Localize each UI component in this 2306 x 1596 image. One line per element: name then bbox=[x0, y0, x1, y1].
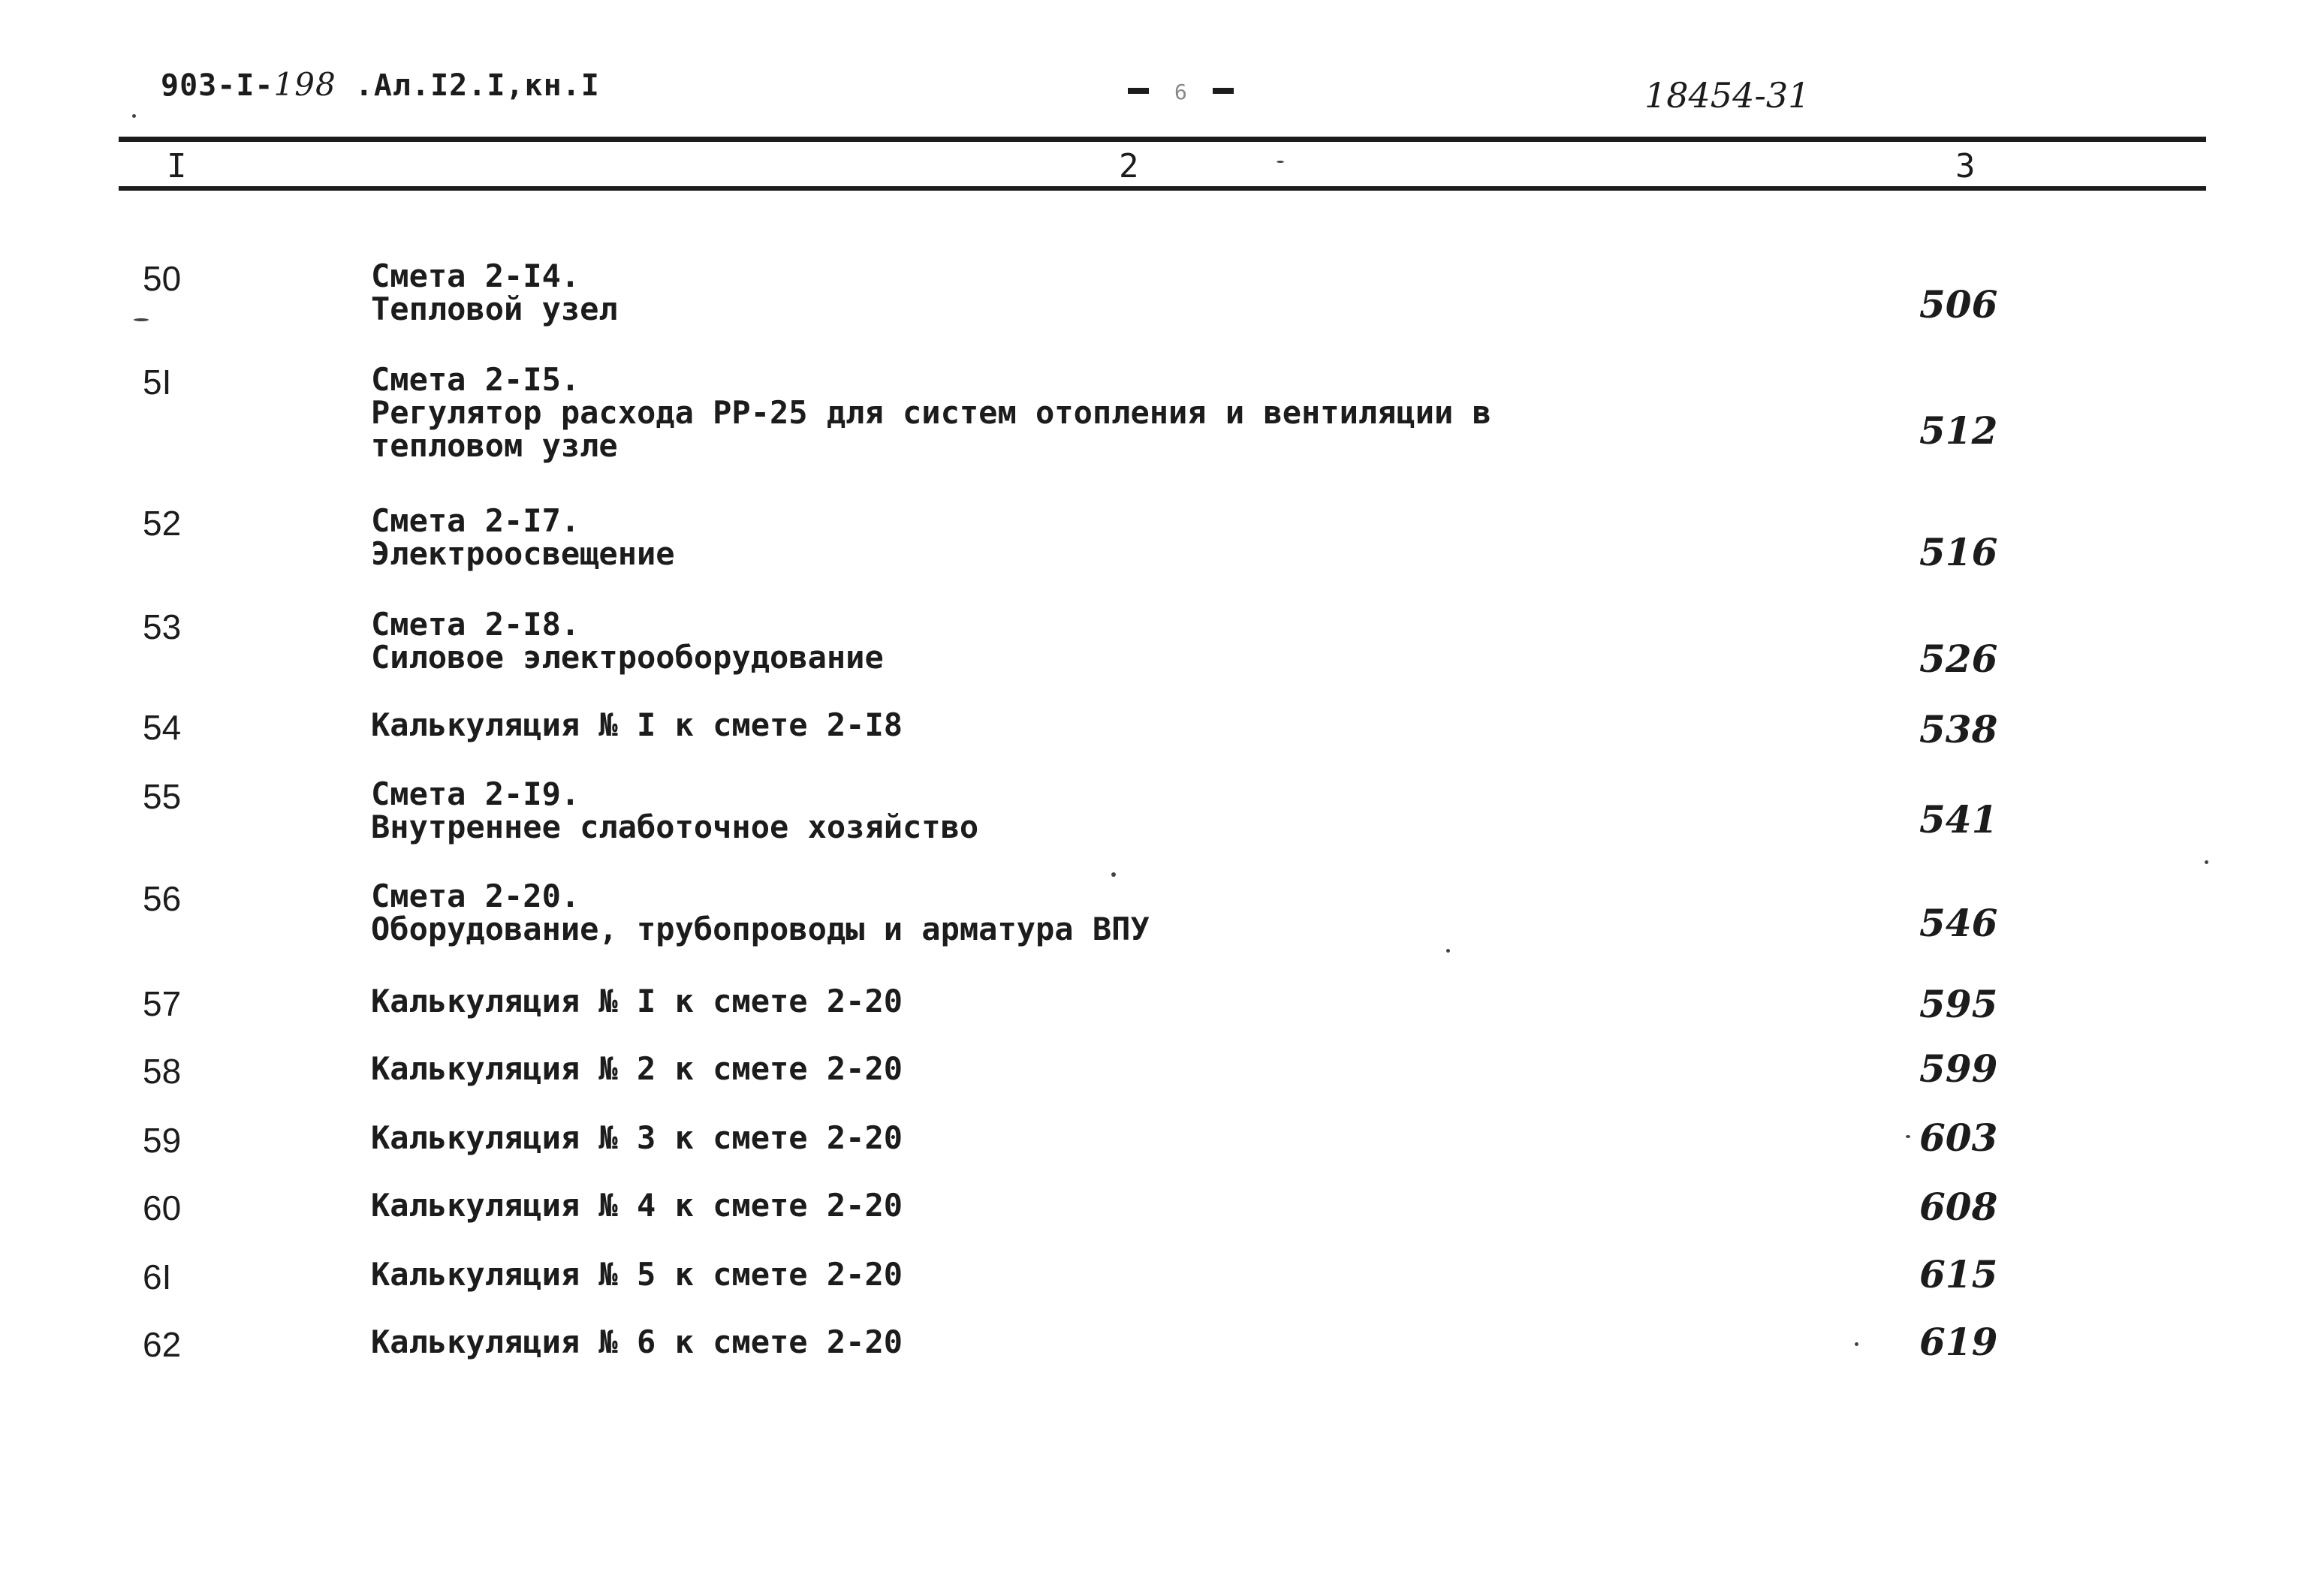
row-description-line: Калькуляция № I к смете 2-I8 bbox=[371, 706, 903, 743]
row-page-number: 526 bbox=[1919, 637, 1998, 681]
row-number: 6I bbox=[143, 1257, 172, 1296]
row-description bbox=[371, 1119, 903, 1156]
row-page-number: 608 bbox=[1919, 1185, 1998, 1229]
row-page-number: 541 bbox=[1919, 797, 1998, 842]
row-page-number: 595 bbox=[1919, 982, 1998, 1026]
row-number: 60 bbox=[143, 1188, 182, 1227]
row-page-number: 546 bbox=[1919, 901, 1998, 945]
row-number: 54 bbox=[143, 708, 182, 747]
scan-speck bbox=[1277, 161, 1284, 163]
row-description-line: Калькуляция № 4 к смете 2-20 bbox=[371, 1187, 903, 1224]
row-description bbox=[371, 706, 903, 743]
scan-speck bbox=[1855, 1342, 1858, 1346]
row-description bbox=[371, 985, 903, 1018]
row-number: 56 bbox=[143, 879, 182, 918]
row-number: 59 bbox=[143, 1121, 182, 1160]
document-code-suffix: .Ал.I2.I,кн.I bbox=[336, 68, 600, 103]
row-description-line: Калькуляция № 3 к смете 2-20 bbox=[371, 1119, 903, 1156]
row-description bbox=[371, 880, 1150, 946]
scan-speck bbox=[132, 114, 136, 118]
row-description bbox=[371, 257, 618, 327]
row-description-line: Смета 2-20. bbox=[371, 878, 580, 914]
row-description-line: Калькуляция № I к смете 2-20 bbox=[371, 983, 903, 1019]
row-description-line: Тепловой узел bbox=[371, 291, 618, 327]
row-description bbox=[371, 1323, 903, 1360]
page-number bbox=[1102, 72, 1259, 107]
table-header-top-rule bbox=[119, 137, 2206, 142]
row-description-line: Калькуляция № 6 к смете 2-20 bbox=[371, 1323, 903, 1360]
row-description bbox=[371, 363, 1491, 462]
table-header-bottom-rule bbox=[119, 186, 2206, 191]
row-number: 50 bbox=[143, 259, 182, 298]
document-code-prefix: 903-I- bbox=[161, 68, 274, 103]
row-number: 57 bbox=[143, 984, 182, 1023]
row-page-number: 619 bbox=[1919, 1320, 1998, 1364]
row-page-number: 512 bbox=[1919, 408, 1998, 453]
column-header-3: 3 bbox=[1955, 147, 1976, 185]
column-header-2: 2 bbox=[1119, 147, 1139, 185]
row-description-line: Внутреннее слаботочное хозяйство bbox=[371, 809, 979, 845]
row-description-line: Калькуляция № 5 к смете 2-20 bbox=[371, 1256, 903, 1293]
row-description-line: Оборудование, трубопроводы и арматура ВПУ bbox=[371, 911, 1150, 947]
row-number: 55 bbox=[143, 777, 182, 816]
document-code bbox=[161, 66, 600, 103]
row-description bbox=[371, 504, 675, 571]
scan-speck bbox=[1111, 872, 1116, 877]
row-description-line: Смета 2-I9. bbox=[371, 775, 580, 812]
page-number-right-dash bbox=[1213, 88, 1234, 94]
row-number: 5I bbox=[143, 363, 172, 402]
row-number: 62 bbox=[143, 1325, 182, 1364]
row-page-number: 516 bbox=[1919, 530, 1998, 574]
row-description-line: Силовое электрооборудование bbox=[371, 639, 884, 676]
scan-speck bbox=[2205, 860, 2208, 864]
row-number: 58 bbox=[143, 1052, 182, 1091]
row-number: 53 bbox=[143, 607, 182, 646]
row-page-number: 506 bbox=[1919, 282, 1998, 327]
row-description-line: Калькуляция № 2 к смете 2-20 bbox=[371, 1050, 903, 1087]
row-description-line: тепловом узле bbox=[371, 427, 618, 464]
row-description bbox=[371, 1189, 903, 1222]
page-number-left-dash bbox=[1128, 88, 1149, 94]
row-description-line: Смета 2-I4. bbox=[371, 257, 580, 294]
row-description-line: Смета 2-I5. bbox=[371, 361, 580, 398]
row-description bbox=[371, 1052, 903, 1086]
row-description bbox=[371, 775, 979, 845]
row-description-line: Регулятор расхода РР-25 для систем отопления и вентиляции в bbox=[371, 394, 1491, 431]
row-description-line: Смета 2-I7. bbox=[371, 502, 580, 539]
row-number: 52 bbox=[143, 504, 182, 543]
archive-number: 18454-31 bbox=[1644, 75, 1810, 116]
scan-speck bbox=[1906, 1135, 1910, 1138]
row-page-number: 603 bbox=[1919, 1116, 1998, 1160]
row-page-number: 538 bbox=[1919, 707, 1998, 751]
row-description-line: Электроосвещение bbox=[371, 535, 675, 572]
scan-speck bbox=[1446, 949, 1450, 953]
document-code-handwritten: 198 bbox=[273, 66, 336, 103]
row-description bbox=[371, 1258, 903, 1291]
row-page-number: 599 bbox=[1919, 1046, 1998, 1091]
row-description bbox=[371, 608, 884, 674]
row-page-number: 615 bbox=[1919, 1252, 1998, 1296]
page-number-value: 6 bbox=[1174, 80, 1187, 104]
row-description-line: Смета 2-I8. bbox=[371, 606, 580, 643]
scan-speck bbox=[134, 318, 149, 321]
column-header-1: I bbox=[167, 147, 187, 185]
